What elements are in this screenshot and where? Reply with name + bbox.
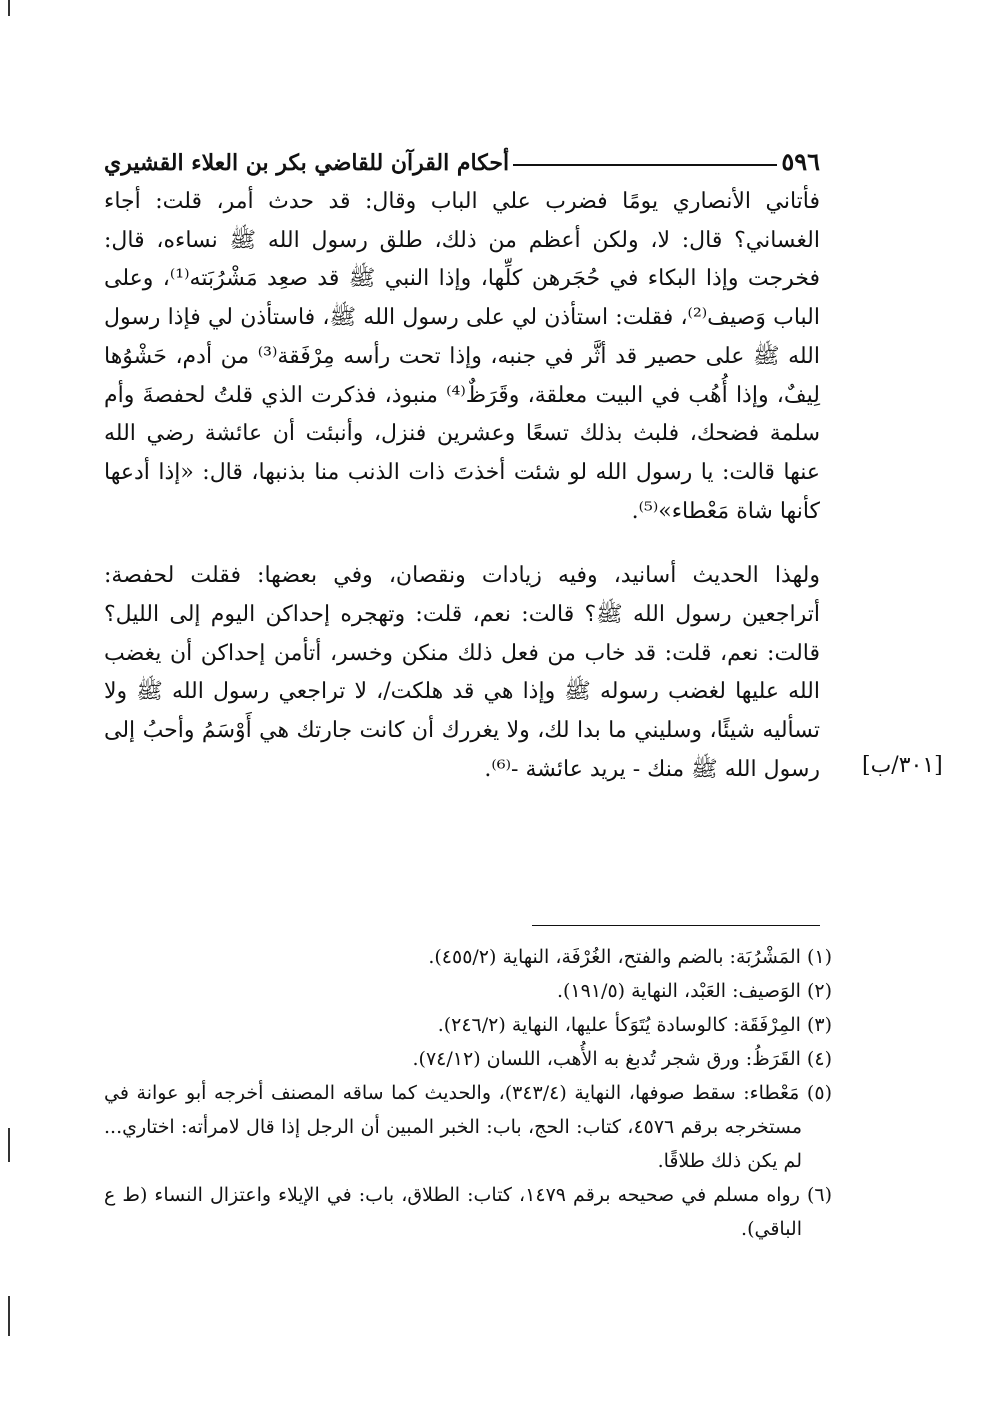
- running-header: [104, 136, 820, 176]
- footnote-separator: [532, 925, 820, 926]
- scan-edge-mark-lower: [8, 1296, 10, 1336]
- header-rule: [513, 164, 777, 166]
- page-number: ٥٩٦: [781, 147, 820, 176]
- footnote-5: (٥) مَعْطاء: سقط صوفها، النهاية (٣٤٣/٤)، والحديث كما ساقه المصنف أخرجه أبو عوانة في مستخرجه برقم ٤٥٧٦، كتاب: الحج، باب: الخبر المبين أن الرجل إذا قال لامرأته: اختاري... لم يكن ذلك طلاقًا.: [104, 1082, 832, 1172]
- paragraph-1: فأتاني الأنصاري يومًا فضرب علي الباب وقال: قد حدث أمر، قلت: أجاء الغساني؟ قال: لا، ولكن أعظم من ذلك، طلق رسول الله ﷺ نساءه، قال: فخرجت وإذا البكاء في حُجَرهن كلِّها، وإذا النبي ﷺ قد صعِد مَشْرُبَته⁽¹⁾، وعلى الباب وَصيف⁽²⁾، فقلت: استأذن لي على رسول الله ﷺ، فاستأذن لي فإذا رسول الله ﷺ على حصير قد أثَّر في جنبه، وإذا تحت رأسه مِرْفَقة⁽³⁾ من أدم، حَشْوُها لِيفٌ، وإذا أُهُب في البيت معلقة، وقَرَظٌ⁽⁴⁾ منبوذ، فذكرت الذي قلتُ لحفصةَ وأم سلمة فضحك، فلبث بذلك تسعًا وعشرين فنزل، وأنبئت أن عائشة رضي الله عنها قالت: يا رسول الله لو شئت أخذتَ ذات الذنب منا بذنبها، قال: «إذا أدعها كأنها شاة مَعْطاء»⁽⁵⁾.: [104, 189, 821, 524]
- manuscript-folio-reference: [٣٠١/ب]: [862, 753, 943, 778]
- scan-edge-mark-top: [8, 0, 10, 16]
- footnote-2: (٢) الوَصيف: العَبْد، النهاية (١٩١/٥).: [556, 980, 832, 1002]
- paragraph-2: ولهذا الحديث أسانيد، وفيه زيادات ونقصان، وفي بعضها: فقلت لحفصة: أتراجعين رسول الله ﷺ؟ قالت: نعم، قلت: وتهجره إحداكن اليوم إلى الليل؟ قالت: نعم، قلت: قد خاب من فعل ذلك منكن وخسر، أتأمن إحداكن أن يغضب الله عليها لغضب رسوله ﷺ وإذا هي قد هلكت/، لا تراجعي رسول الله ﷺ ولا تسأليه شيئًا، وسليني ما بدا لك، ولا يغررك أن كانت جارتك هي أَوْسَمُ وأحبُ إلى رسول الله ﷺ منك - يريد عائشة -⁽⁶⁾.: [104, 563, 820, 782]
- footnote-1: (١) المَشْرُبَة: بالضم والفتح، الغُرْفَة، النهاية (٤٥٥/٢).: [428, 946, 832, 968]
- scan-edge-mark-upper: [8, 1128, 10, 1162]
- footnotes: [104, 940, 832, 1246]
- main-text: [104, 183, 820, 790]
- footnote-3: (٣) المِرْفَقَة: كالوسادة يُتَوَكأ عليها، النهاية (٢٤٦/٢).: [437, 1014, 832, 1036]
- footnote-4: (٤) القَرَظُ: ورق شجر تُدبغ به الأُهب، اللسان (٧٤/١٢).: [412, 1048, 832, 1070]
- footnote-6: (٦) رواه مسلم في صحيحه برقم ١٤٧٩، كتاب: الطلاق، باب: في الإيلاء واعتزال النساء (ط ع الباقي).: [104, 1184, 833, 1240]
- book-title: أحكام القرآن للقاضي بكر بن العلاء القشيري: [104, 150, 510, 176]
